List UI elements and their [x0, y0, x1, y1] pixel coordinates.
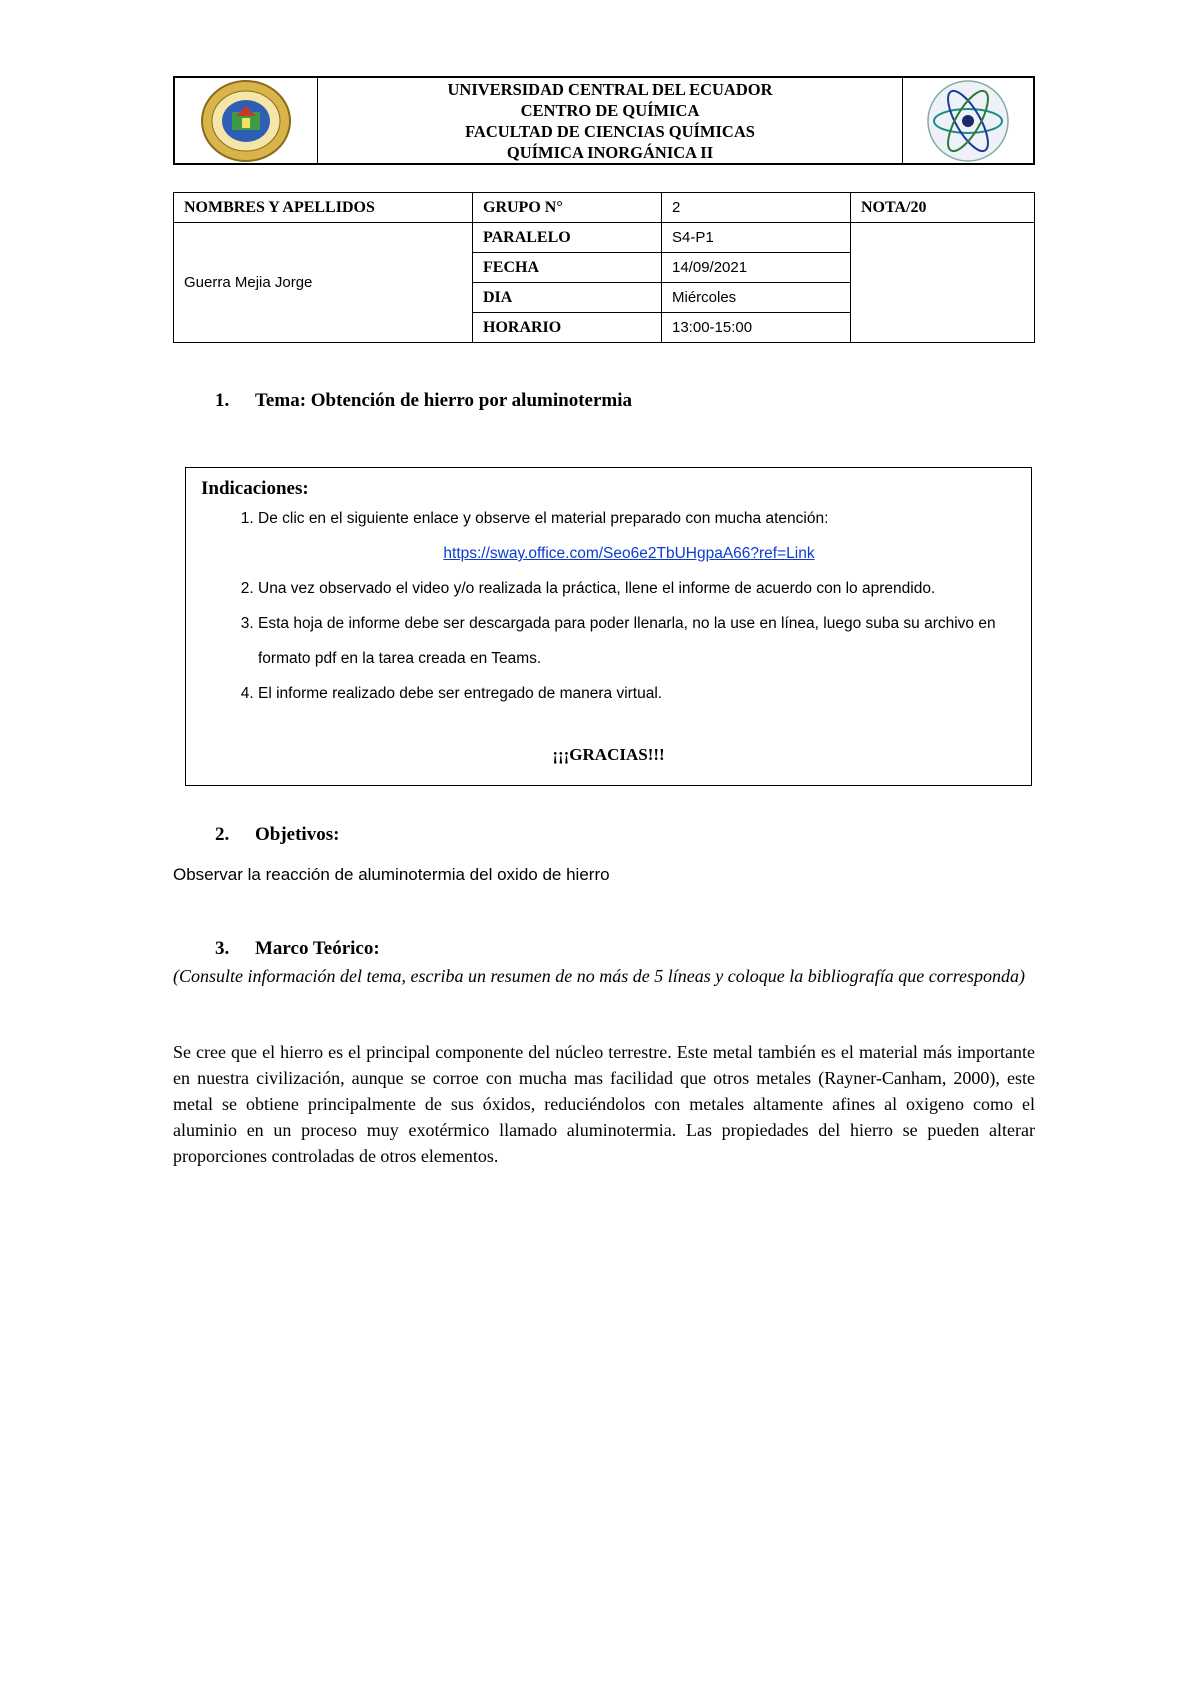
section-1-title: Tema: Obtención de hierro por aluminotermia	[255, 390, 632, 411]
university-seal-logo	[175, 78, 318, 163]
atom-icon	[920, 79, 1016, 163]
sway-link[interactable]: https://sway.office.com/Seo6e2TbUHgpaA66?ref=Link	[443, 545, 815, 562]
names-label: NOMBRES Y APELLIDOS	[174, 193, 473, 223]
grade-label: NOTA/20	[851, 193, 1035, 223]
indication-item-4: 4. El informe realizado debe ser entregado de manera virtual.	[258, 676, 1038, 711]
indications-list	[220, 501, 1038, 711]
horario-label: HORARIO	[473, 313, 662, 343]
section-2-title: Objetivos:	[255, 824, 340, 845]
section-1-heading	[215, 390, 632, 412]
header-line-faculty: FACULTAD DE CIENCIAS QUÍMICAS	[465, 121, 755, 141]
chemistry-atom-logo	[902, 78, 1033, 163]
section-1-number: 1.	[215, 390, 230, 411]
section-3-heading	[215, 938, 380, 960]
indications-title: Indicaciones:	[201, 478, 309, 499]
indications-box	[185, 467, 1032, 786]
theory-body: Se cree que el hierro es el principal componente del núcleo terrestre. Este metal también es el material más importante en nuestra civilización, aunque se corroe con mucha mas facilidad que otros metales (Rayner-Canham, 2000), este metal se obtiene principalmente de sus óxidos, reduciéndolos con metales altamente afines al oxigeno como el aluminio en un proceso muy exotérmico llamado aluminotermia. Las propiedades del hierro se pueden alterar proporciones controladas de otros elementos.	[173, 1042, 1035, 1166]
paralelo-value: S4-P1	[662, 223, 851, 253]
header-title	[318, 78, 902, 163]
header-line-center: CENTRO DE QUÍMICA	[520, 100, 700, 120]
section-3-number: 3.	[215, 938, 230, 959]
fecha-label: FECHA	[473, 253, 662, 283]
header-line-course: QUÍMICA INORGÁNICA II	[506, 142, 714, 162]
objectives-body: Observar la reacción de aluminotermia del oxido de hierro	[173, 865, 610, 884]
grade-value-cell	[851, 223, 1035, 343]
header-line-university: UNIVERSIDAD CENTRAL DEL ECUADOR	[447, 79, 773, 99]
group-value: 2	[662, 193, 851, 223]
indication-item-3: 3. Esta hoja de informe debe ser descargada para poder llenarla, no la use en línea, luego suba su archivo en formato pdf en la tarea creada en Teams.	[258, 606, 1038, 676]
indication-item-2: 2. Una vez observado el video y/o realizada la práctica, llene el informe de acuerdo con lo aprendido.	[258, 571, 1038, 606]
fecha-value: 14/09/2021	[662, 253, 851, 283]
section-3-title: Marco Teórico:	[255, 938, 380, 959]
dia-label: DIA	[473, 283, 662, 313]
dia-value: Miércoles	[662, 283, 851, 313]
indication-item-1	[258, 501, 1038, 571]
section-2-number: 2.	[215, 824, 230, 845]
indication-item-1-text: De clic en el siguiente enlace y observe el material preparado con mucha atención:	[258, 510, 829, 527]
university-seal-icon	[198, 78, 294, 164]
group-label: GRUPO N°	[473, 193, 662, 223]
thanks-text: ¡¡¡GRACIAS!!!	[552, 745, 665, 764]
document-header	[173, 76, 1035, 165]
section-2-heading	[215, 824, 339, 846]
theory-instruction: (Consulte información del tema, escriba un resumen de no más de 5 líneas y coloque la bibliografía que corresponda)	[173, 966, 1026, 986]
paralelo-label: PARALELO	[473, 223, 662, 253]
student-info-table	[173, 192, 1035, 343]
horario-value: 13:00-15:00	[662, 313, 851, 343]
student-name: Guerra Mejia Jorge	[174, 223, 473, 343]
